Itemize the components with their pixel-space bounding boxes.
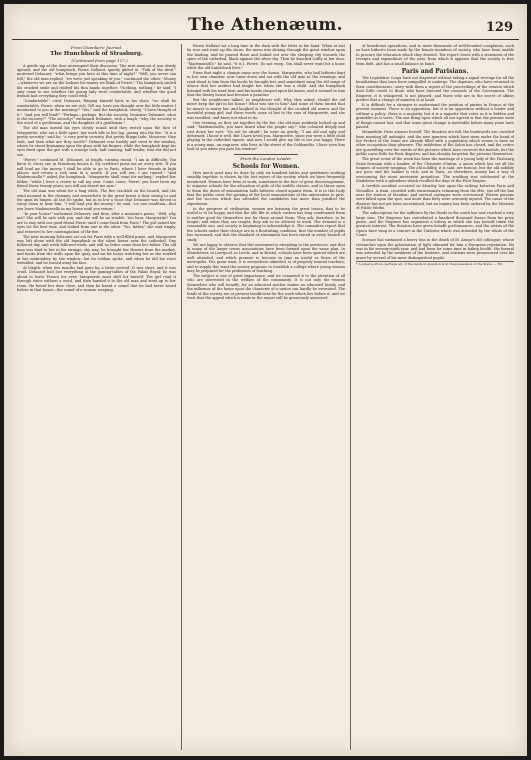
article-subtitle: (Continued from page 117.) [71,57,128,63]
body-paragraph: "In your house!" exclaimed Delaunet; and then, after a moment's pause, "Well, why not? She will be safe with you, and she will be no trouble. You hear, Marguerite? You are to stay with our good friend Pierre until I come back from Paris." The girl raised her eyes for the first time, and looked from one to the other. "Yes, father," she said simply, and returned to her contemplation of the fire. [17,211,176,234]
body-paragraph: of beneficent operations, and to meet thousands of well-founded complaints, such as have hitherto been made by the female members of society, who have been unable to procure the education which they desired. The report closes with a statement of the receipts and expenditure of the year, from which it appears that the society is free from debt, and has a small balance in hand. [356,44,514,66]
body-paragraph: One evening, as they sat together by the fire, the old man suddenly looked up and said: "Mademoiselle, you have heard what the people say?" She coloured deeply and cast down her eyes. "Do not be afraid," he went on gently; "I am old and ugly and deformed; I know it well. But I have loved you, Marguerite, since you were a little child playing in the cathedral square, and now I would give my life to see you happy. There is a young man, an engraver, who lives in the street of the Goldsmiths. I have seen him look at you when you pass his window." [187,120,345,152]
column-1 [12,44,181,750]
body-paragraph: The subject is one of great importance, and we commend it to the attention of all who are interested in the welfare of the community. It is not only the women themselves who will benefit; for an educated mother makes an educated family, and the influence of the home upon the character of a nation can hardly be overrated. The funds of the society are at present insufficient for the work which lies before it, and we trust that the appeal which is made in the report will be generously answered. [187,274,345,301]
divider-rule [234,154,297,155]
body-paragraph: But the neighbours talked, as neighbours will. Why, they asked, should the old miser keep the girl in his house? What was she to him? And some of them hinted that he meant to marry her, and laughed at the thought of the crooked old usurer and the beautiful young girl; and these words came at last to the ears of Marguerite, and she was troubled, and knew not what to do. [187,98,345,120]
section-title: Schools for Women. [232,162,300,170]
article-source: From Chambers' Journal. [70,45,123,50]
newspaper-page [4,4,527,756]
section-title: Paris and Parisians. [401,68,469,76]
body-paragraph: From that night a change came over the house. Marguerite, who had hitherto kept to her own chamber, now came down and sat with the old man in the evenings, and read aloud to him from the books he brought her, and sometimes sang the old songs of Alsace that her mother had taught her when she was a child. And the humpback listened with his head bent and his hands clasped upon his knees, and it seemed to him that the dreary house had become a paradise. [187,71,345,98]
column-2 [181,44,350,750]
body-paragraph: A terrible accident occurred on Monday last upon the railway between Paris and Versailles. A train, crowded with excursionists returning from the fête, ran off the line near the station of Meudon, and several carriages were overturned. Eleven persons were killed upon the spot, and more than forty were seriously injured. The cause of the disaster has not yet been ascertained, but an inquiry has been ordered by the Minister of Public Works. [356,184,514,211]
body-paragraph: Pierre Nallaud sat a long time in the dark with the letter in his hand. When at last he rose and went up the stairs, the moon was shining through the great window upon the landing, and he paused there and looked out over the sleeping city towards the spire of the cathedral, black against the silver sky. Then he knocked softly at her door. "Mademoiselle," he said, "it is I, Pierre. Do not weep. You shall never want for a home while the old hunchback lives." [187,44,345,71]
body-paragraph: It is difficult for a stranger to understand the position of parties in France at the present moment. There is an opposition, but it is an opposition without a leader and without a policy; there is a majority, but it is a majority that votes as it is bidden and grumbles as it votes. The one thing upon which all are agreed is that the present state of things cannot last, and that some great change is inevitable before many years have passed. [356,103,514,130]
body-paragraph: We are happy to observe that this movement is extending to the provinces, and that in many of the larger towns associations have been formed upon the same plan. In Manchester, in Liverpool, in Leeds, and in Bristol, schools have been opened which are well attended, and which promise to become in time as useful as those of the metropolis. The great want, it is everywhere admitted, is of properly trained teachers; and to supply this want the society proposes to establish a college where young women may be prepared for the profession of teaching. [187,242,345,274]
article-source: From the London Leader. [240,155,292,161]
body-paragraph: "Comfortable!" cried Delaunet, flinging himself back in his chair; "we shall be comfortable, Pierre, when we are rich. Tell me, have you thought over the little matter I mentioned to you in the morning?" "Yes," said the humpback, slowly, "I have thought of it." "And you will lend?" "Perhaps—perhaps. But the security, Monsieur Delaunet, what is the security?" "The security!" exclaimed Delaunet, with a laugh; "why, the security is the word of a gentleman, and the daughter of a gentleman." [17,99,176,126]
masthead-title: The Athenæum. [188,15,343,35]
body-paragraph: "Pierre," continued M. Delaunet, at length, turning round, "I am in difficulty. You know it; every one in Strasburg knows it. My creditors press me on every side. If you will lend me the money I shall be able to go to Paris, where I have friends in high places, and return a rich man in a month. If you will not, I am ruined." "And Mademoiselle?" asked the humpback. "Marguerite shall want for nothing," replied her father, "while I have a crown to call my own. Come, come, Pierre, you have been my friend these twenty years; you will not desert me now." [17,157,176,189]
text-columns [12,44,519,750]
column-3 [350,44,519,750]
body-paragraph: At length, when two months had gone by, a letter arrived. It was short, and it was cruel. Delaunet had lost everything at the gaming-tables of the Palais Royal; he was about to leave France for ever; Marguerite must shift for herself. The girl read it through twice without a word, and then handed it to the old man and went up to her room. He heard her door close, and then he heard a sound that he had never heard before in that house—the sound of a woman weeping. [17,265,176,292]
running-head [12,10,519,40]
body-paragraph: In the progress of civilisation, women are learning the great lesson, that to be useful is to be happy, and that the idle life to which custom has long condemned them is neither good for themselves nor for those around them. They ask, therefore, to be taught; and when they are taught, they ask to be allowed to work. The demand is a reasonable one, and society is beginning to acknowledge it. The committee report that the schools under their charge are in a flourishing condition, that the number of pupils has increased, and that the standard of attainment has been raised in every branch of study. [187,206,345,242]
footnote: * A great portion, perhaps all, of the lands in question is in the possession of the State. — Ed. [356,261,514,267]
body-paragraph: The great event of the week has been the marriage of a young lady of the Faubourg Saint-Germain with a banker of the Chaussée d'Antin, a union which has set all the tongues of society wagging. The old nobility, it is said, are furious; but the old nobility are poor, and the banker is rich, and in Paris, as elsewhere, money has a way of overcoming the most inveterate prejudices. The wedding was celebrated at the Madeleine with a splendour which recalled the days of the First Empire. [356,157,514,184]
body-paragraph: The old man was silent for a long while. The fire crackled on the hearth, and the wind moaned in the chimney, and somewhere in the great house a door swung to and fro upon its hinges. At last he spoke, but in so low a voice that Delaunet was forced to stoop down to hear him. "I will lend you the money," he said, "on one condition—that you leave Mademoiselle in my house until you return." [17,189,176,211]
body-paragraph: The old man turned his eyes slowly round until they rested upon the face of Marguerite, who sat a little apart, her work idle in her lap, gazing into the fire. "It is a pretty security," said he; "a very pretty security. But pretty things fade, Monsieur; they fade, and then what are they worth?" Delaunet rose hastily and went to the window, where he stood drumming upon the glass with his fingers, while the humpback kept his eyes fixed upon the girl with a strange look, half cunning, half tender, that she did not see. [17,126,176,157]
page-number: 129 [485,20,513,35]
body-paragraph: A gentle tap at the door interrupted their discourse. The next moment it was slowly opened, and the old humpback, Pierre Nallaud, quietly glided in. "Talk of the devil," muttered Delaunet; "what brings you here at this time of night?" "Well, you never can tell," the old man replied; "we were just speaking of you," continued the other. "Money—whenever we are on the lookout for money we think of Pierre." The humpback smiled his crooked smile and rubbed his thin hands together. "Nothing, nothing," he said; "I only came to see whether the young lady were comfortable, and whether the good friends had everything they could wish." [17,63,176,99]
body-paragraph: The Legislative Corps have not dispersed without taking a signal revenge for all the humiliations they have been compelled to undergo. The deputies, who have returned to their constituencies, carry with them a report of the proceedings of the session which does little credit to those who have directed the counsels of the Government. The Emperor, it is whispered, is not pleased; and those who are in the secret of affairs predict that a change of ministry is at hand. [356,76,514,103]
body-paragraph: Science has sustained a heavy loss in the death of M. Arago's old colleague, whose researches upon the polarisation of light obtained for him a European reputation. He was in his seventy-ninth year, and had been for some time in failing health. His funeral was attended by the members of the Institute, and orations were pronounced over his grave by several of his most distinguished pupils. [356,238,514,260]
body-paragraph: Meanwhile, Paris amuses herself. The theatres are full, the boulevards are crowded from morning till midnight, and the new quarters which have risen under the hand of the Prefect of the Seine are already filled with a population which seems to have no other occupation than pleasure. The exhibition of the Salon has closed, and the critics are quarrelling over the merits of the pictures which have received the medals; but the public cares little for their disputes, and has already forgotten the pictures themselves. [356,130,514,157]
body-paragraph: How much good may be done by only six hundred ladies and gentlemen working steadily together, is shown by the last report of the society which we have frequently mentioned. Women have been at work, sometimes in the face of great discouragement, to organise schools for the education of girls of the middle classes, and to throw open to them the doors of examination halls hitherto closed against them. It is to this body that the public owes the opening of the local examinations of the universities to girls, and the success which has attended the candidates has more than justified the experiment. [187,170,345,206]
body-paragraph: The subscription for the sufferers by the floods in the south has now reached a very large sum. The Emperor has contributed a hundred thousand francs from his privy purse, and the Empress has organised a lottery in which she has herself taken the greatest interest. The theatres have given benefit performances, and the artists of the Opera have sung at a concert in the Tuileries which was attended by the whole of the Court. [356,211,514,238]
body-paragraph: The next morning Delaunet set out for Paris with a well-filled purse, and Marguerite was left alone with the old humpback in the silent house near the cathedral. Day followed day, and week followed week, and still no letter came from her father. The old man was kind to her in his strange, shy way; he brought her flowers from the market, and books from the stalls upon the quay, and sat for hours watching her as she worked at her embroidery by the window; but he seldom spoke, and when he did his voice trembled, and he turned away his face. [17,234,176,265]
article-title: The Hunchback of Strasburg. [50,51,143,58]
